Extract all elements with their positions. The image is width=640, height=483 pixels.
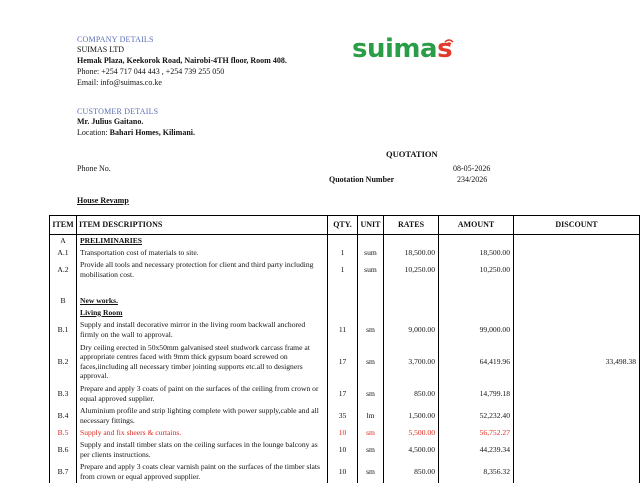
company-address: Hemak Plaza, Keekorok Road, Nairobi-4TH floor, Room 408. <box>77 56 287 65</box>
item-qty <box>328 405 358 427</box>
item-rate-text: 10,250.00 <box>404 264 435 274</box>
item-qty-text: 10 <box>338 444 347 454</box>
item-rate <box>384 235 439 247</box>
item-rate <box>384 439 439 461</box>
item-qty <box>328 427 358 439</box>
item-discount <box>514 427 640 439</box>
item-qty <box>328 259 358 281</box>
logo-text-1: su <box>352 34 385 64</box>
item-description <box>77 461 328 483</box>
item-amount <box>439 383 514 405</box>
item-rate-text: 4,500.00 <box>408 444 435 454</box>
item-rate <box>384 341 439 383</box>
item-code-text: A.2 <box>57 264 69 274</box>
item-code-text: A <box>60 236 66 245</box>
item-unit-text: sum <box>364 247 377 257</box>
quotation-title: QUOTATION <box>386 149 438 159</box>
item-description-text: Dry ceiling erected in 50x50mm galvanised steel studwork carcass frame at appropriate centres faced with 9mm thick gypsum board screwed on faces,iincluding all necessary timber jointing supports etc.all to designers approval. <box>80 342 310 380</box>
item-qty <box>328 235 358 247</box>
item-unit <box>358 307 384 319</box>
item-unit <box>358 319 384 341</box>
item-description <box>77 259 328 281</box>
item-code <box>50 295 77 307</box>
item-unit-text: sm <box>366 444 375 454</box>
item-code <box>50 427 77 439</box>
logo-text-3: s <box>437 34 453 64</box>
item-amount-text: 18,500.00 <box>479 247 510 257</box>
item-code <box>50 319 77 341</box>
table-row <box>50 259 640 281</box>
table-row <box>50 439 640 461</box>
item-description <box>77 341 328 383</box>
item-code-text: B.6 <box>57 444 69 454</box>
item-qty <box>328 383 358 405</box>
item-qty <box>328 341 358 383</box>
item-amount-text: 56,752.27 <box>479 427 510 437</box>
item-unit-text: sm <box>366 324 375 334</box>
customer-name: Mr. Julius Gaitano. <box>77 117 144 126</box>
item-description <box>77 281 328 295</box>
item-qty <box>328 439 358 461</box>
item-unit-text: sm <box>366 356 375 366</box>
item-description <box>77 405 328 427</box>
header-rates: RATES <box>384 216 439 235</box>
quotation-number: 234/2026 <box>457 175 488 184</box>
item-qty-text: 10 <box>338 427 347 437</box>
item-code <box>50 383 77 405</box>
item-qty <box>328 295 358 307</box>
customer-location <box>77 128 195 139</box>
table-row <box>50 405 640 427</box>
item-code <box>50 247 77 259</box>
company-details-heading: COMPANY DETAILS <box>77 35 154 44</box>
header-item: ITEM <box>50 216 77 235</box>
table-row <box>50 281 640 295</box>
company-email: Email: info@suimas.co.ke <box>77 78 162 87</box>
item-amount <box>439 405 514 427</box>
project-title: House Revamp <box>77 196 129 205</box>
item-description-text: PRELIMINARIES <box>80 236 143 245</box>
item-description <box>77 319 328 341</box>
header-amount: AMOUNT <box>439 216 514 235</box>
item-description-text: Supply and fix sheers & curtains. <box>80 427 182 437</box>
item-code-text: B <box>60 295 66 305</box>
item-amount <box>439 439 514 461</box>
item-discount <box>514 461 640 483</box>
item-unit <box>358 281 384 295</box>
table-row <box>50 235 640 247</box>
item-unit <box>358 439 384 461</box>
item-qty-text: 17 <box>338 356 347 366</box>
item-amount-text: 10,250.00 <box>479 264 510 274</box>
item-amount <box>439 307 514 319</box>
item-qty-text: 11 <box>338 324 347 334</box>
table-row <box>50 307 640 319</box>
item-unit <box>358 295 384 307</box>
item-description <box>77 235 328 247</box>
item-code <box>50 281 77 295</box>
item-code-text: B.5 <box>57 427 69 437</box>
item-description <box>77 427 328 439</box>
item-rate-text: 850.00 <box>414 388 435 398</box>
item-unit-text: lm <box>366 410 375 420</box>
item-amount-text: 99,000.00 <box>479 324 510 334</box>
item-description <box>77 247 328 259</box>
item-discount <box>514 247 640 259</box>
quotation-number-label: Quotation Number <box>329 175 395 184</box>
item-amount <box>439 295 514 307</box>
item-description <box>77 307 328 319</box>
item-description-text: Supply and install timber slats on the ceiling surfaces in the lounge balcony as per clients instructions. <box>80 440 318 459</box>
item-description-text: Transportation cost of materials to site. <box>80 247 199 257</box>
item-qty <box>328 461 358 483</box>
item-rate <box>384 259 439 281</box>
item-discount <box>514 383 640 405</box>
item-description <box>77 439 328 461</box>
item-discount <box>514 281 640 295</box>
logo-text-2: ima <box>385 34 438 64</box>
item-unit-text: sum <box>364 264 377 274</box>
item-discount <box>514 295 640 307</box>
item-description-text: Living Room <box>80 307 123 317</box>
quotation-table <box>49 215 640 483</box>
item-rate <box>384 405 439 427</box>
item-rate <box>384 295 439 307</box>
item-unit <box>358 259 384 281</box>
item-unit <box>358 247 384 259</box>
item-qty-text: 10 <box>338 466 347 476</box>
item-code <box>50 405 77 427</box>
item-code-text: B.1 <box>57 324 69 334</box>
item-unit-text: sm <box>366 466 375 476</box>
item-rate <box>384 461 439 483</box>
item-code-text: B.7 <box>57 466 69 476</box>
item-description-text: Supply and install decorative mirror in the living room backwall anchored firmly on the wall to approval. <box>80 320 306 339</box>
table-row <box>50 427 640 439</box>
item-unit <box>358 427 384 439</box>
table-row <box>50 247 640 259</box>
item-amount-text: 44,239.34 <box>479 444 510 454</box>
item-qty <box>328 281 358 295</box>
item-rate-text: 1,500.00 <box>408 410 435 420</box>
item-discount <box>514 259 640 281</box>
item-code <box>50 307 77 319</box>
item-qty <box>328 319 358 341</box>
table-row <box>50 319 640 341</box>
item-rate-text: 9,000.00 <box>408 324 435 334</box>
item-rate-text: 850.00 <box>414 466 435 476</box>
item-description-text: New works. <box>80 295 118 305</box>
item-rate <box>384 383 439 405</box>
item-code <box>50 235 77 247</box>
item-amount <box>439 235 514 247</box>
header-unit: UNIT <box>358 216 384 235</box>
item-code <box>50 439 77 461</box>
item-code <box>50 461 77 483</box>
item-amount <box>439 341 514 383</box>
item-rate <box>384 427 439 439</box>
table-row <box>50 383 640 405</box>
item-amount-text: 8,356.32 <box>483 466 510 476</box>
table-header-row <box>50 216 640 235</box>
item-description-text: Provide all tools and necessary protection for client and third party including mobilisation cost. <box>80 260 314 279</box>
item-description-text: Prepare and apply 3 coats of paint on the surfaces of the ceiling from crown or equal approved supplier. <box>80 384 319 403</box>
table-row <box>50 461 640 483</box>
item-amount <box>439 259 514 281</box>
item-rate <box>384 307 439 319</box>
item-rate <box>384 247 439 259</box>
item-amount-text: 14,799.18 <box>479 388 510 398</box>
item-qty-text: 1 <box>340 264 345 274</box>
item-description <box>77 383 328 405</box>
quotation-date: 08-05-2026 <box>453 164 491 173</box>
item-amount <box>439 319 514 341</box>
item-code-text: A.1 <box>57 247 69 257</box>
customer-details-heading: CUSTOMER DETAILS <box>77 107 159 116</box>
item-unit <box>358 461 384 483</box>
table-row <box>50 295 640 307</box>
item-code <box>50 259 77 281</box>
phone-no-label: Phone No. <box>77 164 111 173</box>
item-rate-text: 3,700.00 <box>408 356 435 366</box>
item-unit <box>358 235 384 247</box>
item-code <box>50 341 77 383</box>
item-amount <box>439 247 514 259</box>
item-unit-text: sm <box>366 427 375 437</box>
item-qty-text: 1 <box>340 247 345 257</box>
item-description-text: Aluminium profile and strip lighting complete with power supply,cable and all necessary fittings. <box>80 406 319 425</box>
logo-signal-icon <box>444 39 454 47</box>
item-discount <box>514 439 640 461</box>
item-rate-text: 5,500.00 <box>408 427 435 437</box>
item-unit-text: sm <box>366 388 375 398</box>
item-amount <box>439 281 514 295</box>
item-code-text: B.2 <box>57 356 69 366</box>
header-qty: QTY. <box>328 216 358 235</box>
item-qty <box>328 307 358 319</box>
item-discount-text: 33,498.38 <box>605 356 636 366</box>
item-discount <box>514 341 640 383</box>
item-qty-text: 17 <box>338 388 347 398</box>
item-code-text: B.3 <box>57 388 69 398</box>
header-discount: DISCOUNT <box>514 216 640 235</box>
item-discount <box>514 235 640 247</box>
item-rate <box>384 319 439 341</box>
item-discount <box>514 319 640 341</box>
header-descriptions: ITEM DESCRIPTIONS <box>77 216 328 235</box>
item-qty-text: 35 <box>338 410 347 420</box>
item-unit <box>358 341 384 383</box>
item-description <box>77 295 328 307</box>
item-rate <box>384 281 439 295</box>
customer-location-label: Location: <box>77 128 110 137</box>
suimas-logo <box>352 34 452 64</box>
item-description-text: Prepare and apply 3 coats clear varnish paint on the surfaces of the timber slats from crown or equal approved supplier. <box>80 462 320 481</box>
item-unit <box>358 405 384 427</box>
item-amount <box>439 461 514 483</box>
item-amount-text: 52,232.40 <box>479 410 510 420</box>
company-phone: Phone: +254 717 044 443 , +254 739 255 050 <box>77 67 225 76</box>
item-discount <box>514 405 640 427</box>
item-rate-text: 18,500.00 <box>404 247 435 257</box>
company-name: SUIMAS LTD <box>77 45 125 54</box>
item-amount-text: 64,419.96 <box>479 356 510 366</box>
item-qty <box>328 247 358 259</box>
customer-location-value: Bahari Homes, Kilimani. <box>109 128 195 137</box>
item-amount <box>439 427 514 439</box>
item-discount <box>514 307 640 319</box>
item-code-text: B.4 <box>57 410 69 420</box>
table-row <box>50 341 640 383</box>
item-unit <box>358 383 384 405</box>
